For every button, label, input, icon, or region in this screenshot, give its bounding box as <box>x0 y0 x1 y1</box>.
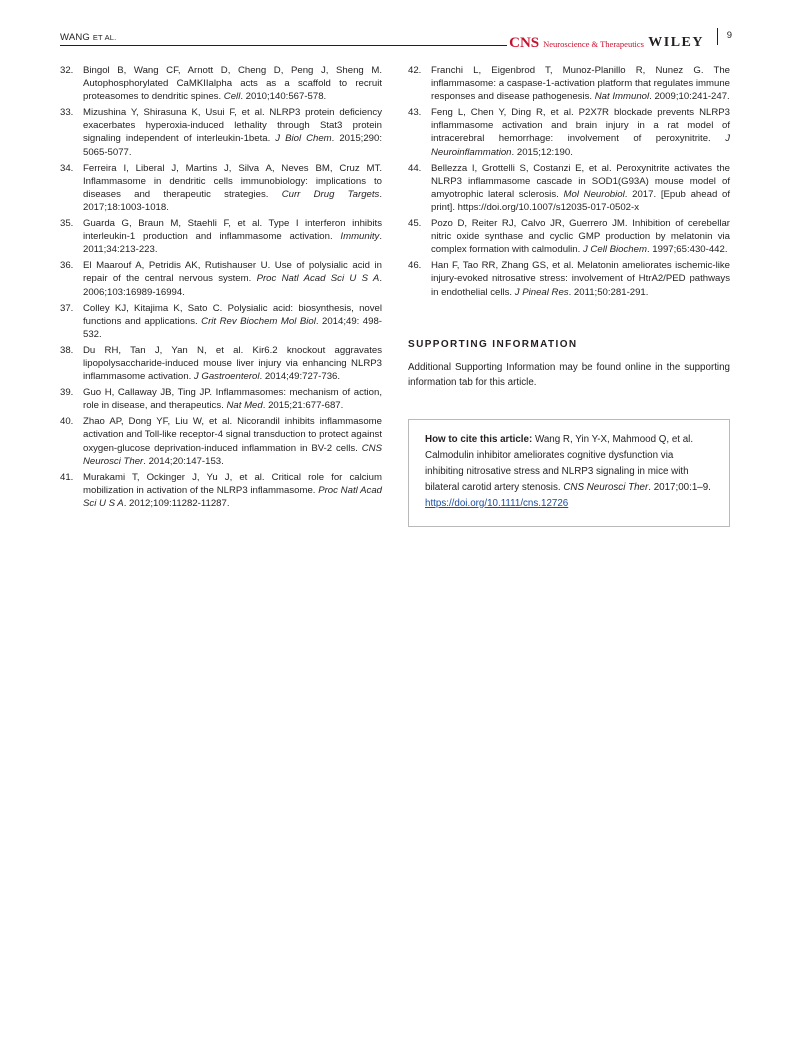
reference-details: . 2009;10:241-247. <box>649 91 730 103</box>
citation-doi-link[interactable]: https://doi.org/10.1111/cns.12726 <box>425 497 569 509</box>
reference-text: Colley KJ, Kitajima K, Sato C. Polysialic acid: biosynthesis, novel functions and applications. <box>83 302 382 327</box>
reference-item <box>408 259 730 298</box>
reference-text: Pozo D, Reiter RJ, Calvo JR, Guerrero JM. Inhibition of cerebellar nitric oxide synthase and cyclic GMP production by melatonin via complex formation with calmodulin. <box>431 218 730 256</box>
reference-details: . 2011;34:213-223. <box>83 231 382 256</box>
citation-details: . 2017;00:1–9. <box>648 481 711 493</box>
reference-number: 42. <box>408 65 422 76</box>
supporting-info-heading: SUPPORTING INFORMATION <box>408 338 578 350</box>
reference-number: 35. <box>60 218 74 230</box>
reference-item <box>60 217 382 256</box>
reference-text: El Maarouf A, Petridis AK, Rutishauser U. Use of polysialic acid in repair of the central nervous system. <box>83 260 382 285</box>
reference-number: 41. <box>60 471 74 483</box>
reference-text: Feng L, Chen Y, Ding R, et al. P2X7R blockade prevents NLRP3 inflammasome activation and brain injury in a rat model of intracerebral hemorrhage: involvement of peroxynitrite. <box>431 107 730 145</box>
reference-journal: Mol Neurobiol <box>563 188 625 200</box>
reference-details: . 2014;49:727-736. <box>259 371 341 383</box>
reference-journal: Proc Natl Acad Sci U S A <box>83 484 382 509</box>
references-left-column <box>60 64 382 513</box>
journal-subtitle: Neuroscience & Therapeutics <box>543 39 644 49</box>
reference-number: 40. <box>60 416 74 428</box>
reference-item <box>60 64 382 103</box>
reference-item <box>60 162 382 214</box>
reference-text: Han F, Tao RR, Zhang GS, et al. Melatonin ameliorates ischemic-like injury-evoked nitrosative stress: involvement of HtrA2/PED pathways in endothelial cells. <box>431 260 730 298</box>
reference-item <box>60 386 382 412</box>
reference-journal: Nat Med <box>226 400 263 412</box>
references-right-list <box>408 64 730 299</box>
citation-label: How to cite this article: <box>425 433 533 445</box>
reference-details: . 2014;49: 498-532. <box>83 315 383 340</box>
reference-journal: Cell <box>223 91 241 103</box>
journal-logo <box>507 34 646 52</box>
reference-item <box>60 259 382 298</box>
reference-number: 44. <box>408 162 422 174</box>
journal-abbrev: CNS <box>509 35 540 51</box>
reference-details: . 1997;65:430-442. <box>646 244 728 256</box>
reference-details: . 2015;12:190. <box>511 146 573 158</box>
running-author <box>60 32 116 43</box>
reference-text: Du RH, Tan J, Yan N, et al. Kir6.2 knockout aggravates lipopolysaccharide-induced mouse liver injury via enhancing NLRP3 inflammasome activation. <box>83 344 382 383</box>
reference-journal: J Gastroenterol <box>193 371 260 383</box>
reference-item <box>408 64 730 103</box>
citation-text: Wang R, Yin Y-X, Mahmood Q, et al. Calmodulin inhibitor ameliorates cognitive dysfunction via inhibiting nitrosative stress and NLRP3 signaling in mice with bilateral carotid artery stenosis. <box>425 433 694 493</box>
reference-number: 45. <box>408 218 422 230</box>
reference-text: Murakami T, Ockinger J, Yu J, et al. Critical role for calcium mobilization in activation of the NLRP3 inflammasome. <box>83 471 382 496</box>
reference-text: Ferreira I, Liberal J, Martins J, Silva A, Neves BM, Cruz MT. Inflammasome in dendritic cells immunobiology: implications to diseases and therapeutic strategies. <box>83 162 382 200</box>
reference-details: . 2006;103:16989-16994. <box>83 273 382 298</box>
reference-text: Bingol B, Wang CF, Arnott D, Cheng D, Peng J, Sheng M. Autophosphorylated CaMKIIalpha acts as a scaffold to recruit proteasomes to dendritic spines. <box>83 65 382 103</box>
reference-details: . 2011;50:281-291. <box>568 286 649 298</box>
page-number-divider <box>717 28 718 45</box>
reference-item <box>60 106 382 158</box>
reference-item <box>408 217 730 256</box>
reference-journal: J Cell Biochem <box>582 244 647 256</box>
supporting-info-text: Additional Supporting Information may be found online in the supporting information tab for this article. <box>408 361 730 388</box>
reference-text: Mizushina Y, Shirasuna K, Usui F, et al. NLRP3 protein deficiency exacerbates hyperoxia-induced lethality through Stat3 protein signaling independent of interleukin-1beta. <box>83 107 382 145</box>
publisher-logo: WILEY <box>644 35 708 51</box>
reference-number: 46. <box>408 260 422 272</box>
reference-text: Bellezza I, Grottelli S, Costanzi E, et al. Peroxynitrite activates the NLRP3 inflammasome cascade in SOD1(G93A) mouse model of amyotrophic lateral sclerosis. <box>431 162 730 200</box>
reference-journal: J Biol Chem <box>275 133 332 145</box>
reference-details: . 2012;109:11282-11287. <box>123 497 230 509</box>
running-author-suffix: ET AL. <box>92 33 117 42</box>
page-header <box>60 28 732 51</box>
reference-details: . 2015;290: 5065-5077. <box>83 133 383 158</box>
citation-journal: CNS Neurosci Ther <box>563 481 649 493</box>
reference-number: 39. <box>60 387 74 399</box>
reference-details: . 2014;20:147-153. <box>143 455 224 467</box>
reference-item <box>60 415 382 467</box>
reference-journal: Nat Immunol <box>594 91 650 103</box>
reference-journal: Immunity <box>340 231 380 243</box>
reference-journal: J Pineal Res <box>514 286 569 298</box>
right-column <box>408 64 730 527</box>
citation-box <box>408 419 730 527</box>
reference-number: 34. <box>60 162 74 174</box>
reference-journal: Proc Natl Acad Sci U S A <box>256 273 380 285</box>
reference-item <box>408 162 730 214</box>
reference-details: . 2015;21:677-687. <box>262 400 344 412</box>
reference-item <box>60 344 382 383</box>
reference-text: Guarda G, Braun M, Staehli F, et al. Type I interferon inhibits interleukin-1 production and inflammasome activation. <box>83 218 382 243</box>
page-number: 9 <box>726 30 732 41</box>
reference-journal: Crit Rev Biochem Mol Biol <box>201 315 316 327</box>
reference-journal: CNS Neurosci Ther <box>83 442 382 467</box>
running-author-name: WANG <box>60 32 91 43</box>
reference-item <box>408 106 730 158</box>
reference-details: . 2017. [Epub ahead of print]. https://doi.org/10.1007/s12035-017-0502-x <box>431 188 730 213</box>
reference-number: 32. <box>60 65 74 76</box>
reference-number: 38. <box>60 344 74 356</box>
reference-text: Guo H, Callaway JB, Ting JP. Inflammasomes: mechanism of action, role in disease, and therapeutics. <box>83 387 382 412</box>
reference-number: 37. <box>60 302 74 314</box>
reference-text: Franchi L, Eigenbrod T, Munoz-Planillo R, Nunez G. The inflammasome: a caspase-1-activation platform that regulates immune responses and disease pathogenesis. <box>431 65 730 103</box>
reference-number: 43. <box>408 107 422 119</box>
reference-number: 36. <box>60 260 74 272</box>
reference-journal: J Neuroinflammation <box>431 133 730 158</box>
reference-text: Zhao AP, Dong YF, Liu W, et al. Nicorandil inhibits inflammasome activation and Toll-like receptor-4 signal transduction to protect against oxygen-glucose deprivation-induced inflammation in BV-2 cells. <box>83 416 382 454</box>
reference-journal: Curr Drug Targets <box>281 188 380 200</box>
reference-details: . 2017;18:1003-1018. <box>83 188 382 213</box>
reference-details: . 2010;140:567-578. <box>240 91 327 103</box>
reference-item <box>60 302 382 341</box>
reference-number: 33. <box>60 107 74 119</box>
reference-item <box>60 471 382 510</box>
